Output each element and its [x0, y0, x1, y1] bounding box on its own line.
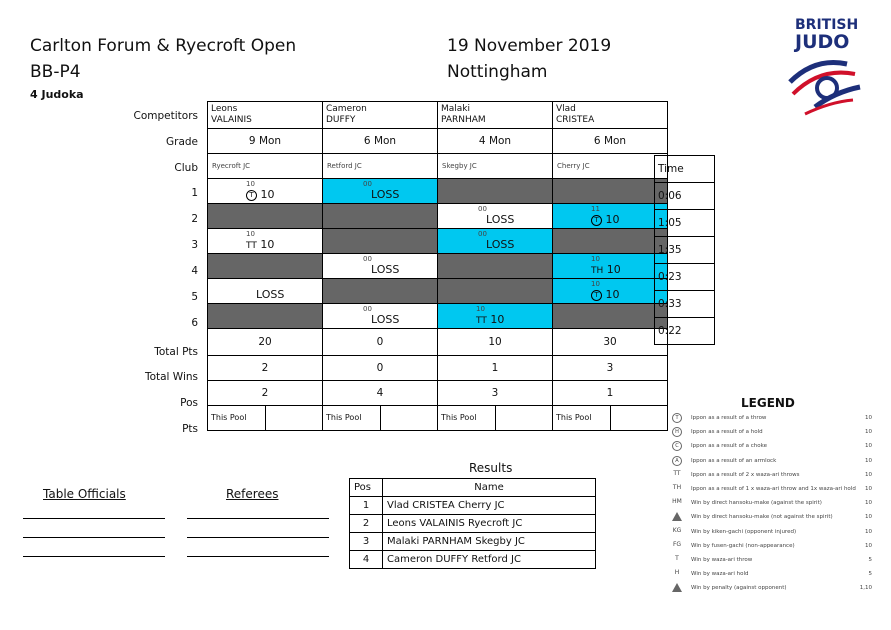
- throw-ippon-icon: T: [591, 215, 602, 226]
- bout-points: 10: [605, 288, 620, 301]
- legend-icon: TT: [673, 469, 681, 477]
- legend-icon: [672, 427, 682, 437]
- this-pool-label: This Pool: [211, 413, 247, 422]
- grade-cell: 6 Mon: [323, 129, 438, 154]
- signature-line: [23, 518, 165, 519]
- bout-score: 00: [363, 180, 372, 188]
- bout-points: 10: [606, 263, 621, 276]
- label-pos: Pos: [180, 397, 198, 409]
- legend-circle-icon: C: [672, 441, 682, 451]
- event-date: 19 November 2019: [447, 36, 612, 56]
- total-wins-cell: 1: [438, 356, 553, 381]
- legend-icon: [672, 512, 682, 523]
- grade-cell: 4 Mon: [438, 129, 553, 154]
- legend-value: 10: [865, 429, 872, 436]
- bout-row: [208, 229, 668, 254]
- bout-points: 10: [260, 238, 275, 251]
- bout-row: [208, 254, 668, 279]
- legend-triangle-icon: [672, 512, 682, 521]
- club-cell: Cherry JC: [553, 154, 668, 179]
- bout-row: [208, 179, 668, 204]
- bout-result: [246, 188, 275, 201]
- bout-cell: [553, 229, 668, 254]
- total-wins-cell: 2: [208, 356, 323, 381]
- bout-cell: [438, 304, 553, 329]
- legend-triangle-icon: [672, 583, 682, 592]
- legend-text: Ippon as a result of a hold: [691, 429, 763, 436]
- legend-item: [672, 427, 872, 441]
- bout-cell: [553, 179, 668, 204]
- pts-blank: [495, 406, 553, 430]
- legend-text: Ippon as a result of a choke: [691, 443, 768, 450]
- bout-cell: [208, 229, 323, 254]
- legend-value: 10: [865, 415, 872, 421]
- bout-result: [371, 188, 399, 201]
- total-pts-row: [208, 329, 668, 356]
- bout-result: [486, 238, 514, 251]
- legend-item: [672, 470, 872, 484]
- signature-line: [23, 537, 165, 538]
- pos-cell: 1: [553, 381, 668, 406]
- event-title: Carlton Forum & Ryecroft Open: [30, 36, 297, 56]
- bout-cell: [323, 204, 438, 229]
- bout-cell: [438, 254, 553, 279]
- signature-line: [187, 537, 329, 538]
- grade-row: [208, 129, 668, 154]
- bout-score: 10: [591, 280, 600, 288]
- label-bout-6: 6: [191, 317, 198, 329]
- bout-cell: [323, 179, 438, 204]
- pos-cell: 4: [323, 381, 438, 406]
- pts-blank: [380, 406, 438, 430]
- competitors-row: [208, 102, 668, 129]
- bout-points: LOSS: [486, 213, 515, 226]
- results-name: Cameron DUFFY Retford JC: [383, 551, 596, 569]
- bout-points: LOSS: [371, 188, 400, 201]
- pos-cell: 2: [208, 381, 323, 406]
- label-pts: Pts: [182, 423, 198, 435]
- bout-points: 10: [605, 213, 620, 226]
- referees-label: Referees: [226, 487, 279, 501]
- signature-line: [23, 556, 165, 557]
- legend-text: Win by fusen-gachi (non-appearance): [691, 542, 795, 549]
- bout-points: LOSS: [371, 263, 400, 276]
- label-total-wins: Total Wins: [144, 371, 198, 383]
- legend-text: Ippon as a result of 2 x waza-ari throws: [691, 471, 800, 478]
- bout-row: [208, 204, 668, 229]
- bout-cell: [323, 254, 438, 279]
- bout-cell: [438, 204, 553, 229]
- legend-text: Win by penalty (against opponent): [691, 585, 787, 592]
- pool-code: BB-P4: [30, 62, 81, 82]
- results-row: [350, 497, 596, 515]
- bout-cell: [553, 279, 668, 304]
- bout-result: [591, 288, 620, 301]
- legend-item: [672, 555, 872, 569]
- bout-points: LOSS: [486, 238, 515, 251]
- legend-value: 10: [865, 471, 872, 478]
- results-row: [350, 551, 596, 569]
- throw-ippon-icon: T: [246, 190, 257, 201]
- legend-icon: [672, 456, 682, 466]
- bout-time: 0:22: [655, 318, 715, 345]
- results-title: Results: [469, 461, 513, 475]
- legend-icon: [672, 413, 682, 423]
- legend-value: 5: [868, 571, 872, 578]
- bout-cell: [553, 254, 668, 279]
- pos-row: [208, 381, 668, 406]
- legend-icon: TH: [672, 484, 682, 491]
- legend-value: 5: [868, 557, 872, 563]
- time-column: [654, 155, 715, 345]
- legend-text: Ippon as a result of an armlock: [691, 457, 777, 464]
- results-pos: 2: [350, 515, 383, 533]
- competitor-4: Vlad CRISTEA: [553, 102, 668, 129]
- bout-cell: [208, 304, 323, 329]
- bout-result: [371, 263, 399, 276]
- total-pts-cell: 10: [438, 329, 553, 356]
- legend-text: Ippon as a result of 1 x waza-ari throw and 1x waza-ari hold: [691, 486, 856, 492]
- label-competitors: Competitors: [133, 110, 198, 122]
- bout-result: [256, 288, 284, 301]
- bout-cell: [553, 204, 668, 229]
- club-cell: Ryecroft JC: [208, 154, 323, 179]
- bout-time: 0:33: [655, 291, 715, 318]
- label-bout-5: 5: [191, 291, 198, 303]
- british-judo-logo: [785, 18, 865, 126]
- legend-icon: FG: [672, 540, 682, 548]
- bout-time: 0:06: [655, 183, 715, 210]
- legend-item: [672, 456, 872, 470]
- label-bout-1: 1: [191, 187, 198, 199]
- legend-text: Win by direct hansoku-make (not against the spirit): [691, 514, 833, 521]
- signature-line: [187, 518, 329, 519]
- bout-cell: [323, 229, 438, 254]
- time-header: Time: [655, 156, 715, 183]
- label-grade: Grade: [165, 136, 198, 148]
- score-type-icon: TT: [476, 316, 487, 326]
- bout-result: [246, 238, 274, 251]
- legend-value: 10: [865, 528, 872, 535]
- legend-value: 10: [865, 457, 872, 464]
- legend-text: Win by direct hansoku-make (against the spirit): [691, 500, 822, 507]
- total-pts-cell: 20: [208, 329, 323, 356]
- bout-score: 00: [363, 255, 372, 263]
- bout-result: [591, 263, 621, 276]
- label-bout-2: 2: [191, 213, 198, 225]
- bout-points: LOSS: [256, 288, 285, 301]
- legend-item: [672, 484, 872, 498]
- legend-value: 10: [865, 443, 872, 450]
- bout-score: 10: [246, 230, 255, 238]
- legend-item: [672, 512, 872, 526]
- club-row: [208, 154, 668, 179]
- legend-icon: KG: [672, 526, 682, 534]
- legend-item: [672, 569, 872, 583]
- results-pos: 1: [350, 497, 383, 515]
- legend-value: 10: [865, 500, 872, 507]
- bout-time: 0:23: [655, 264, 715, 291]
- legend-value: 10: [865, 542, 872, 549]
- club-cell: Skegby JC: [438, 154, 553, 179]
- this-pool-label: This Pool: [556, 413, 592, 422]
- legend-icon: [672, 583, 682, 594]
- throw-ippon-icon: T: [591, 290, 602, 301]
- label-bout-3: 3: [191, 239, 198, 251]
- legend-circle-icon: H: [672, 427, 682, 437]
- judo-figure-icon: [785, 52, 865, 122]
- legend-text: Win by waza-ari hold: [691, 571, 749, 578]
- results-name-header: Name: [383, 479, 596, 497]
- total-pts-cell: 0: [323, 329, 438, 356]
- bout-row: [208, 304, 668, 329]
- results-name: Leons VALAINIS Ryecroft JC: [383, 515, 596, 533]
- legend-text: Ippon as a result of a throw: [691, 415, 767, 421]
- legend-icon: T: [675, 555, 679, 562]
- results-name: Malaki PARNHAM Skegby JC: [383, 533, 596, 551]
- legend-icon: H: [674, 569, 680, 577]
- legend-item: [672, 583, 872, 597]
- bout-points: 10: [490, 313, 505, 326]
- bout-row: [208, 279, 668, 304]
- results-table: [349, 478, 596, 569]
- pool-grid: [207, 101, 668, 431]
- bout-cell: [208, 204, 323, 229]
- bout-time: 1:35: [655, 237, 715, 264]
- bout-cell: [208, 279, 323, 304]
- competitor-2: Cameron DUFFY: [323, 102, 438, 129]
- legend-circle-icon: A: [672, 456, 682, 466]
- bout-cell: [323, 304, 438, 329]
- results-name: Vlad CRISTEA Cherry JC: [383, 497, 596, 515]
- bout-result: [486, 213, 514, 226]
- this-pool-label: This Pool: [326, 413, 362, 422]
- score-type-icon: TT: [246, 241, 257, 251]
- results-row: [350, 533, 596, 551]
- results-pos-header: Pos: [350, 479, 383, 497]
- bout-score: 10: [246, 180, 255, 188]
- bout-time: 1:05: [655, 210, 715, 237]
- this-pool-label: This Pool: [441, 413, 477, 422]
- event-venue: Nottingham: [447, 62, 548, 82]
- bout-score: 10: [476, 305, 485, 313]
- grade-cell: 9 Mon: [208, 129, 323, 154]
- club-cell: Retford JC: [323, 154, 438, 179]
- legend-text: Win by waza-ari throw: [691, 557, 753, 563]
- total-wins-row: [208, 356, 668, 381]
- total-wins-cell: 0: [323, 356, 438, 381]
- bout-result: [371, 313, 399, 326]
- label-bout-4: 4: [191, 265, 198, 277]
- label-club: Club: [174, 162, 198, 174]
- total-wins-cell: 3: [553, 356, 668, 381]
- bout-cell: [438, 279, 553, 304]
- legend-value: 10: [865, 486, 872, 492]
- results-header-row: [350, 479, 596, 497]
- bout-cell: [208, 179, 323, 204]
- pts-cell: [323, 406, 438, 431]
- legend-value: 10: [865, 514, 872, 521]
- results-pos: 4: [350, 551, 383, 569]
- judoka-count: 4 Judoka: [30, 88, 84, 101]
- pts-blank: [265, 406, 323, 430]
- bout-cell: [553, 304, 668, 329]
- label-total-pts: Total Pts: [154, 346, 198, 358]
- bout-cell: [208, 254, 323, 279]
- bout-cell: [438, 179, 553, 204]
- legend-item: [672, 498, 872, 512]
- legend-item: [672, 541, 872, 555]
- bout-score: 11: [591, 205, 600, 213]
- table-officials-label: Table Officials: [43, 487, 126, 501]
- pts-cell: [438, 406, 553, 431]
- bout-points: 10: [260, 188, 275, 201]
- bout-cell: [438, 229, 553, 254]
- pts-cell: [553, 406, 668, 431]
- legend-text: Win by kiken-gachi (opponent injured): [691, 528, 797, 535]
- bout-result: [476, 313, 504, 326]
- legend-title: LEGEND: [741, 396, 795, 410]
- legend-value: 1,10: [859, 585, 872, 592]
- pts-row: [208, 406, 668, 431]
- pos-cell: 3: [438, 381, 553, 406]
- bout-score: 00: [363, 305, 372, 313]
- competitor-3: Malaki PARNHAM: [438, 102, 553, 129]
- legend-item: [672, 441, 872, 455]
- bout-cell: [323, 279, 438, 304]
- legend-circle-icon: T: [672, 413, 682, 423]
- logo-text-judo: JUDO: [795, 31, 850, 53]
- logo-text-british: BRITISH: [795, 17, 859, 33]
- legend-icon: [672, 441, 682, 451]
- legend-icon: HM: [672, 498, 682, 506]
- competitor-1: Leons VALAINIS: [208, 102, 323, 129]
- legend-item: [672, 527, 872, 541]
- legend-item: [672, 413, 872, 427]
- results-pos: 3: [350, 533, 383, 551]
- total-pts-cell: 30: [553, 329, 668, 356]
- bout-points: LOSS: [371, 313, 400, 326]
- pts-blank: [610, 406, 668, 430]
- bout-score: 10: [591, 255, 600, 263]
- results-row: [350, 515, 596, 533]
- pts-cell: [208, 406, 323, 431]
- score-type-icon: TH: [591, 266, 604, 276]
- bout-score: 00: [478, 205, 487, 213]
- grade-cell: 6 Mon: [553, 129, 668, 154]
- signature-line: [187, 556, 329, 557]
- bout-score: 00: [478, 230, 487, 238]
- bout-result: [591, 213, 620, 226]
